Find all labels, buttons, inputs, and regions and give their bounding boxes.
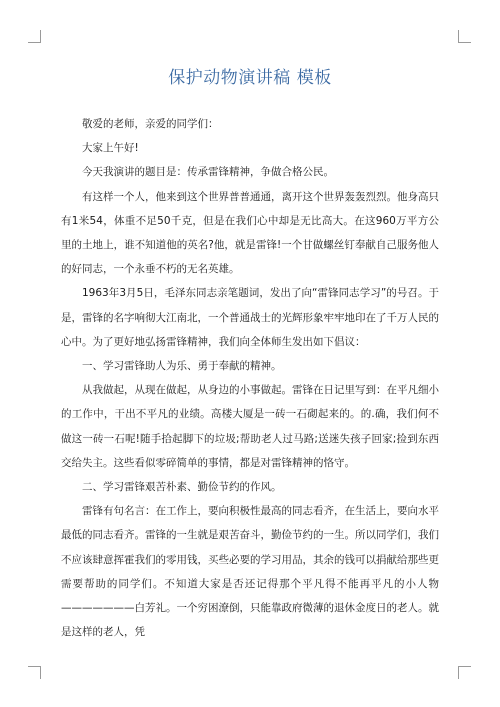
speech-topic: 今天我演讲的题目是：传承雷锋精神，争做合格公民。 bbox=[82, 166, 334, 179]
crop-mark-top-left bbox=[28, 30, 41, 43]
section-heading-2: 二、学习雷锋艰苦朴素、勤俭节约的作风。 bbox=[82, 481, 282, 494]
document-body bbox=[61, 112, 439, 644]
section-heading-1: 一、学习雷锋助人为乐、勇于奉献的精神。 bbox=[82, 360, 282, 373]
crop-mark-bottom-left bbox=[28, 666, 41, 679]
paragraph-intro: 有这样一个人，他来到这个世界普普通通，离开这个世界轰轰烈烈。他身高只有1米54，体重不足50千克，但是在我们心中却是无比高大。在这960万平方公里的土地上，谁不知道他的英名?他，就是雷锋!一个甘做螺丝钉奉献自己服务他人的好同志，一个永垂不朽的无名英雄。 bbox=[61, 190, 439, 276]
salutation: 敬爱的老师，亲爱的同学们： bbox=[82, 118, 219, 130]
crop-mark-top-right bbox=[458, 30, 471, 43]
paragraph-section-2: 雷锋有句名言：在工作上，要向积极性最高的同志看齐，在生活上，要向水平最低的同志看齐。雷锋的一生就是艰苦奋斗，勤俭节约的一生。所以同学们，我们不应该肆意挥霍我们的零用钱，买些必要的学习用品，其余的钱可以捐献给那些更需要帮助的同学们。不知道大家是否还记得那个平凡得不能再平凡的小人物———————白芳礼。一个穷困潦倒，只能靠政府微薄的退休金度日的老人。就是这样的老人，凭 bbox=[61, 505, 439, 639]
greeting: 大家上午好! bbox=[82, 142, 139, 155]
crop-mark-bottom-right bbox=[458, 666, 471, 679]
document-title: 保护动物演讲稿 模板 bbox=[168, 68, 332, 88]
paragraph-history: 1963年3月5日，毛泽东同志亲笔题词，发出了向“雷锋同志学习”的号召。于是，雷锋的名字响彻大江南北，一个普通战士的光辉形象牢牢地印在了千万人民的心中。为了更好地弘扬雷锋精神，我们向全体师生发出如下倡议： bbox=[61, 287, 439, 348]
paragraph-section-1: 从我做起，从现在做起，从身边的小事做起。雷锋在日记里写到：在平凡细小的工作中，干出不平凡的业绩。高楼大厦是一砖一石砌起来的。的.确，我们何不做这一砖一石呢!随手拾起脚下的垃圾;帮助老人过马路;送迷失孩子回家;捡到东西交给失主。这些看似零碎简单的事情，都是对雷锋精神的恪守。 bbox=[61, 384, 439, 469]
